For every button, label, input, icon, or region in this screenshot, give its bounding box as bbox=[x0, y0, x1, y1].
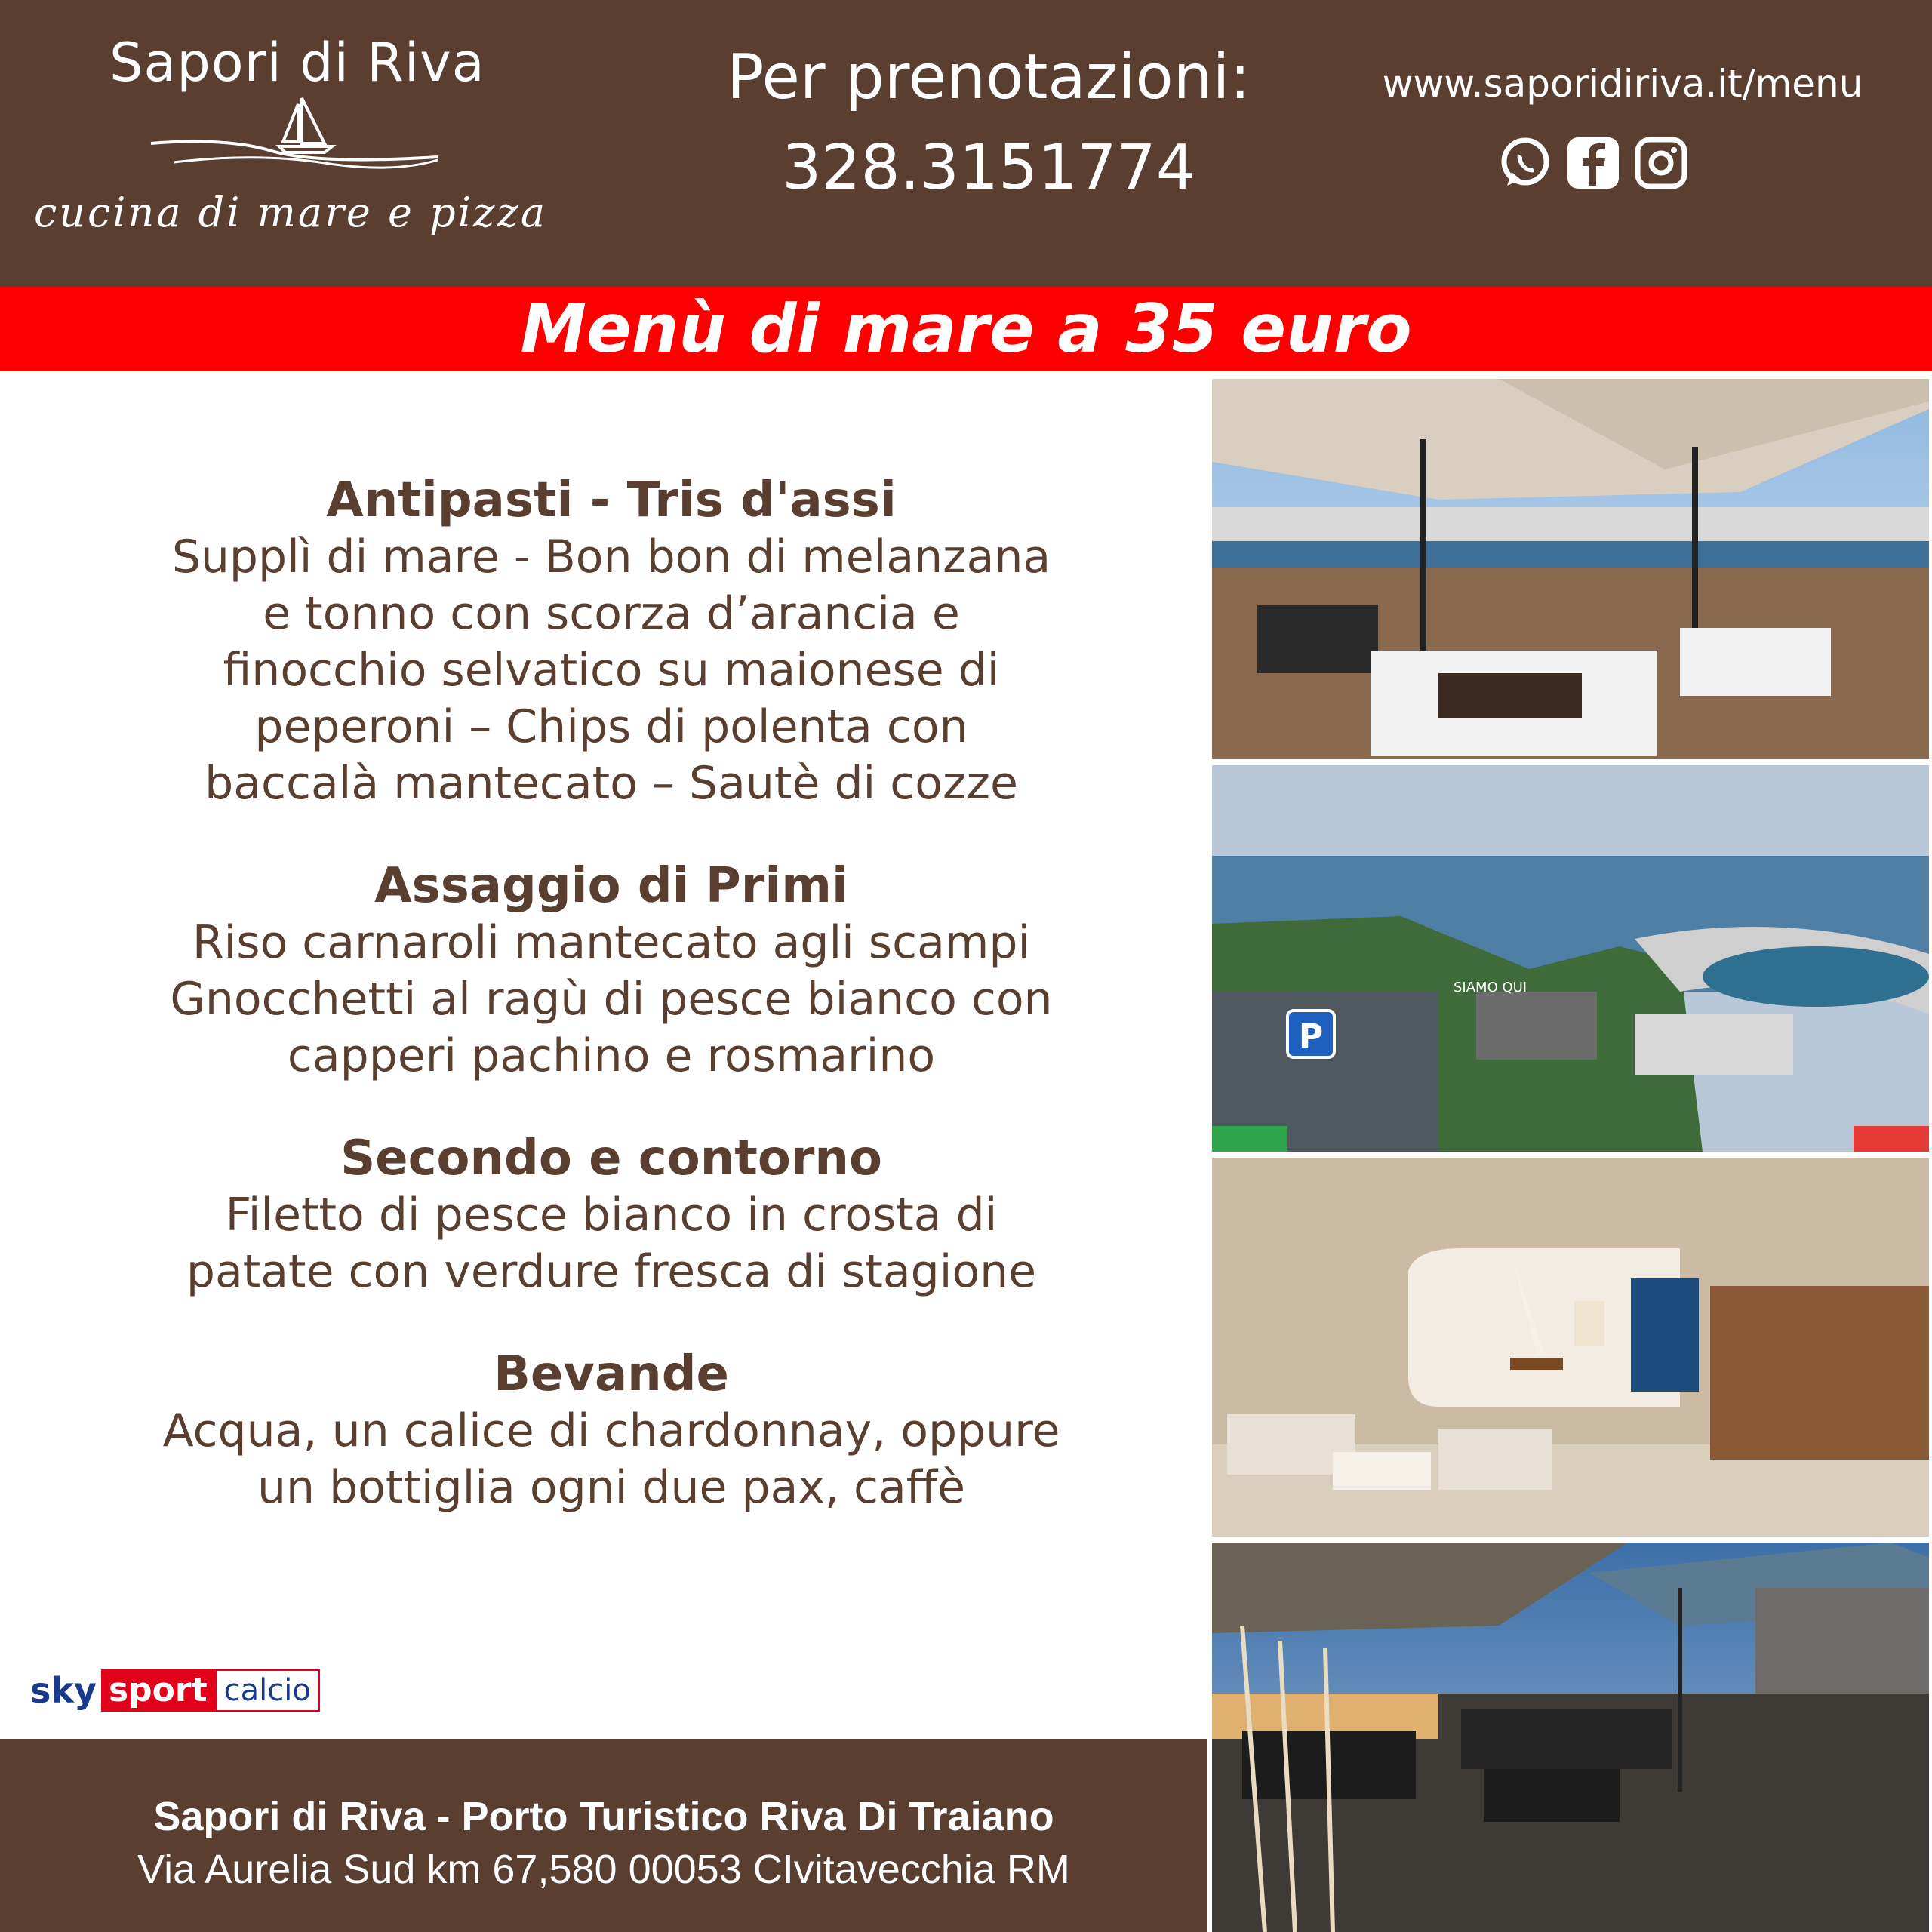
menu-list bbox=[68, 472, 1155, 1561]
photo-terrace-umbrellas bbox=[1212, 379, 1929, 759]
social-icons bbox=[1498, 136, 1688, 190]
photo-evening-lounge bbox=[1212, 1543, 1929, 1932]
menu-section-body: Filetto di pesce bianco in crosta di patate con verdure fresca di stagione bbox=[186, 1189, 1037, 1298]
facebook-icon[interactable] bbox=[1566, 136, 1620, 190]
footer-address bbox=[0, 1739, 1208, 1932]
whatsapp-icon[interactable] bbox=[1498, 136, 1552, 190]
website-link[interactable]: www.saporidiriva.it/menu bbox=[1382, 62, 1863, 106]
map-location-label: SIAMO QUI bbox=[1454, 980, 1527, 995]
photo-harbor-aerial-map bbox=[1212, 765, 1929, 1152]
banner-text: Menù di mare a 35 euro bbox=[520, 290, 1412, 368]
menu-section-title: Assaggio di Primi bbox=[374, 858, 848, 914]
parking-sign: P bbox=[1298, 1017, 1324, 1056]
menu-section-title: Antipasti - Tris d'assi bbox=[326, 472, 897, 528]
booking-phone[interactable]: 328.3151774 bbox=[782, 132, 1195, 204]
footer-title: Sapori di Riva - Porto Turistico Riva Di Traiano bbox=[153, 1794, 1054, 1839]
logo-title: Sapori di Riva bbox=[109, 32, 485, 94]
sky-logo-text: sky bbox=[30, 1670, 97, 1711]
menu-section-antipasti bbox=[68, 472, 1155, 812]
menu-section-title: Secondo e contorno bbox=[340, 1131, 882, 1186]
sailboat-logo-icon bbox=[136, 91, 453, 174]
menu-section-secondo bbox=[68, 1130, 1155, 1300]
calcio-logo-text: calcio bbox=[215, 1669, 320, 1712]
logo-tagline: cucina di mare e pizza bbox=[34, 189, 548, 236]
header-bar bbox=[0, 0, 1932, 287]
instagram-icon[interactable] bbox=[1634, 136, 1688, 190]
menu-section-body: Acqua, un calice di chardonnay, oppure un bottiglia ogni due pax, caffè bbox=[162, 1404, 1060, 1514]
menu-section-body: Riso carnaroli mantecato agli scampi Gnocchetti al ragù di pesce bianco con capperi pachino e rosmarino bbox=[170, 916, 1053, 1082]
booking-label: Per prenotazioni: bbox=[726, 42, 1251, 113]
sport-logo-text: sport bbox=[101, 1669, 215, 1712]
sky-sport-calcio-logo bbox=[30, 1668, 320, 1713]
photo-restaurant-interior bbox=[1212, 1158, 1929, 1537]
menu-section-title: Bevande bbox=[494, 1346, 729, 1402]
price-banner bbox=[0, 287, 1932, 371]
menu-section-bevande bbox=[68, 1346, 1155, 1516]
menu-section-primi bbox=[68, 857, 1155, 1084]
footer-address-line: Via Aurelia Sud km 67,580 00053 CIvitavecchia RM bbox=[137, 1847, 1070, 1892]
menu-section-body: Supplì di mare - Bon bon di melanzana e tonno con scorza d’arancia e finocchio selvatico su maionese di peperoni – Chips di polenta con baccalà mantecato – Sautè di cozze bbox=[171, 531, 1051, 810]
